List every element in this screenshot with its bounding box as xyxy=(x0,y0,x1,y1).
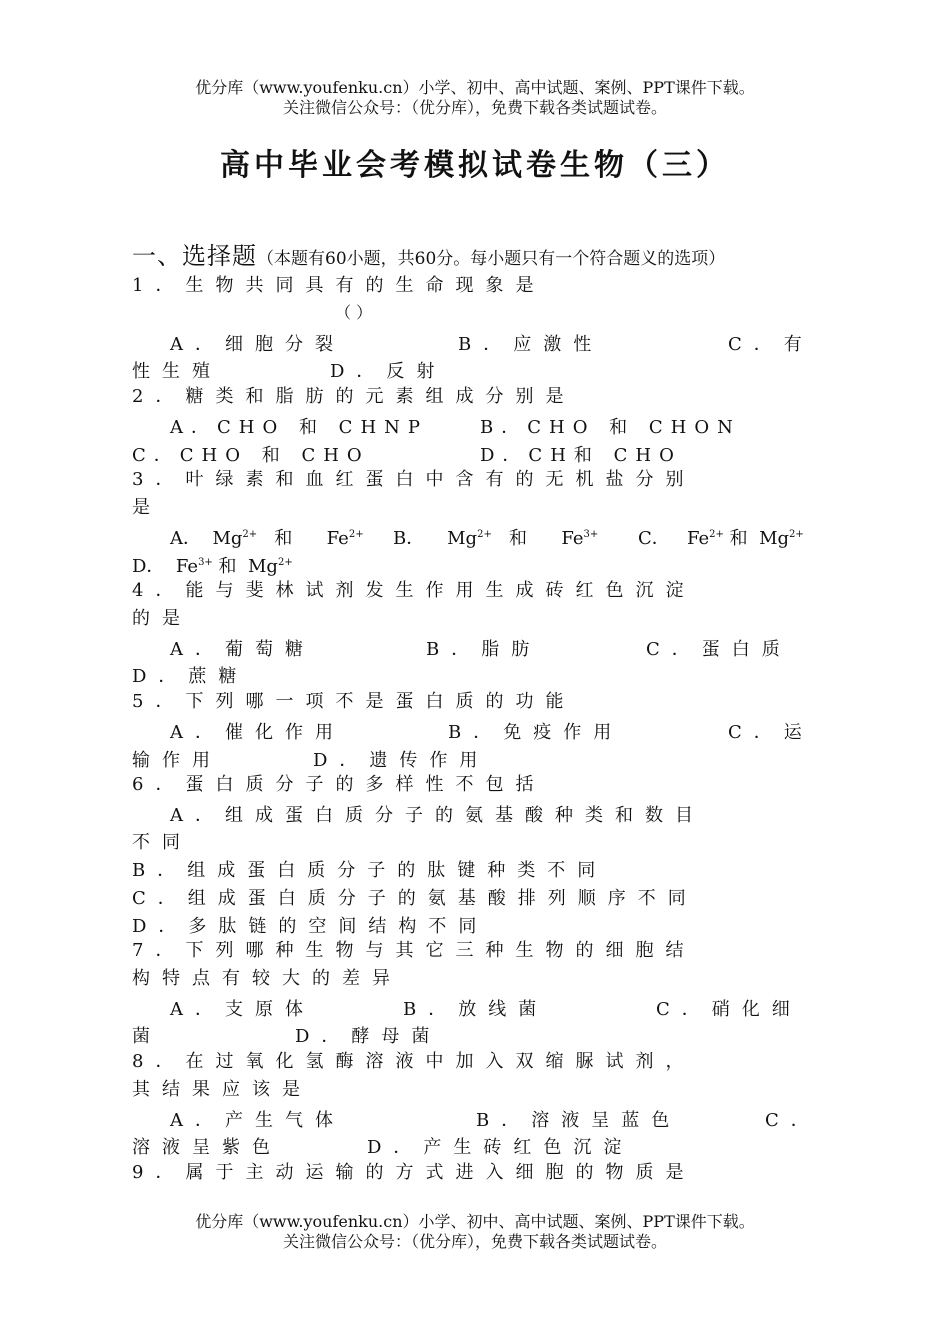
q3-c-mg: Mg xyxy=(759,528,790,549)
q8-option-a: A．产生气体 xyxy=(170,1110,345,1131)
q6-option-d: D．多肽链的空间结构不同 xyxy=(132,916,489,937)
q3-c-mg-charge: 2+ xyxy=(789,529,804,540)
q5-option-d: D．遗传作用 xyxy=(313,750,490,771)
q6-option-a-cont: 不同 xyxy=(132,832,192,853)
q3-b-and: 和 xyxy=(509,528,527,549)
q7-stem: 7．下列哪种生物与其它三种生物的细胞结 xyxy=(132,940,696,961)
q4-option-b: B．脂肪 xyxy=(426,639,542,660)
q1-option-b: B．应激性 xyxy=(458,334,604,355)
q3-option-b xyxy=(393,524,598,550)
q3-d-and: 和 xyxy=(218,556,237,577)
q3-b-fe: Fe xyxy=(561,528,584,549)
q3-d-label: D． xyxy=(132,556,165,577)
q3-d-mg: Mg xyxy=(248,556,278,577)
q6-option-a: A．组成蛋白质分子的氨基酸种类和数目 xyxy=(170,805,705,826)
q3-a-fe-charge: 2+ xyxy=(348,529,364,540)
q7-stem-cont: 构特点有较大的差异 xyxy=(132,968,402,989)
q2-option-c: C．CHO 和 CHO xyxy=(132,445,370,466)
q1-option-c: C．有 xyxy=(728,334,814,355)
q4-stem-cont: 的是 xyxy=(132,608,192,629)
q3-a-fe: Fe xyxy=(326,528,349,549)
q3-a-mg: Mg xyxy=(212,528,243,549)
q3-a-and: 和 xyxy=(274,528,293,549)
q7-option-d: D．酵母菌 xyxy=(295,1026,442,1047)
q3-option-a xyxy=(170,524,364,550)
q3-b-mg-charge: 2+ xyxy=(477,529,492,540)
q3-a-label: A． xyxy=(170,528,201,549)
q5-option-a: A．催化作用 xyxy=(170,722,345,743)
q1-option-a: A．细胞分裂 xyxy=(170,334,345,355)
q1-answer-paren: （ ） xyxy=(335,303,373,322)
q3-b-label: B． xyxy=(393,528,425,549)
q1-option-d: D．反射 xyxy=(330,361,447,382)
footer-line-1: 优分库（www.youfenku.cn）小学、初中、高中试题、案例、PPT课件下载。 xyxy=(195,1212,755,1231)
q5-option-c: C．运 xyxy=(728,722,814,743)
q7-option-c: C．硝化细 xyxy=(656,999,802,1020)
q3-d-mg-charge: 2+ xyxy=(277,557,293,568)
q7-option-b: B．放线菌 xyxy=(403,999,549,1020)
q8-stem-cont: 其结果应该是 xyxy=(132,1079,312,1100)
q6-stem: 6．蛋白质分子的多样性不包括 xyxy=(132,774,546,795)
q6-option-c: C．组成蛋白质分子的氨基酸排列顺序不同 xyxy=(132,888,698,909)
q3-b-fe-charge: 3+ xyxy=(583,529,599,540)
q1-option-c-cont: 性生殖 xyxy=(132,361,222,382)
q3-stem-cont: 是 xyxy=(132,497,150,518)
footer-line-2: 关注微信公众号：（优分库），免费下载各类试题试卷。 xyxy=(282,1232,667,1251)
q3-d-fe: Fe xyxy=(175,556,199,577)
header-line-1: 优分库（www.youfenku.cn）小学、初中、高中试题、案例、PPT课件下载。 xyxy=(195,78,755,97)
q3-c-and: 和 xyxy=(729,528,748,549)
q3-c-fe-charge: 2+ xyxy=(709,529,724,540)
q4-option-d: D．蔗糖 xyxy=(132,666,249,687)
section-note: （本题有60小题，共60分。每小题只有一个符合题义的选项） xyxy=(257,249,726,269)
q2-option-d: D．CH和 CHO xyxy=(480,445,682,466)
header-line-2: 关注微信公众号：（优分库），免费下载各类试题试卷。 xyxy=(282,98,667,117)
q3-c-label: C． xyxy=(638,528,670,549)
q3-stem: 3．叶绿素和血红蛋白中含有的无机盐分别 xyxy=(132,469,696,490)
q6-option-b: B．组成蛋白质分子的肽键种类不同 xyxy=(132,860,608,881)
q7-option-a: A．支原体 xyxy=(170,999,315,1020)
page-title: 高中毕业会考模拟试卷生物（三） xyxy=(220,148,730,183)
q1-stem: 1．生物共同具有的生命现象是 xyxy=(132,275,546,296)
q4-option-a: A．葡萄糖 xyxy=(170,639,315,660)
q8-option-c-cont: 溶液呈紫色 xyxy=(132,1137,282,1158)
q4-stem: 4．能与斐林试剂发生作用生成砖红色沉淀 xyxy=(132,580,696,601)
section-title: 一、选择题 xyxy=(132,242,257,270)
q8-stem: 8．在过氧化氢酶溶液中加入双缩脲试剂， xyxy=(132,1051,696,1072)
q3-c-fe: Fe xyxy=(686,528,710,549)
q2-stem: 2．糖类和脂肪的元素组成分别是 xyxy=(132,386,576,407)
q4-option-c: C．蛋白质 xyxy=(646,639,792,660)
q3-option-d xyxy=(132,552,293,578)
q7-option-c-cont: 菌 xyxy=(132,1026,162,1047)
q3-option-c xyxy=(638,524,804,550)
q2-option-a: A．CHO 和 CHNP xyxy=(170,417,428,438)
q8-option-c: C． xyxy=(765,1110,821,1131)
q3-a-mg-charge: 2+ xyxy=(242,529,258,540)
q5-option-b: B．免疫作用 xyxy=(448,722,624,743)
q8-option-b: B．溶液呈蓝色 xyxy=(476,1110,682,1131)
q8-option-d: D．产生砖红色沉淀 xyxy=(367,1137,634,1158)
q3-b-mg: Mg xyxy=(447,528,478,549)
q5-option-c-cont: 输作用 xyxy=(132,750,222,771)
q9-stem: 9．属于主动运输的方式进入细胞的物质是 xyxy=(132,1162,696,1183)
section-heading xyxy=(132,244,822,271)
q5-stem: 5．下列哪一项不是蛋白质的功能 xyxy=(132,691,576,712)
q3-d-fe-charge: 3+ xyxy=(198,557,213,568)
q2-option-b: B．CHO 和 CHON xyxy=(480,417,741,438)
